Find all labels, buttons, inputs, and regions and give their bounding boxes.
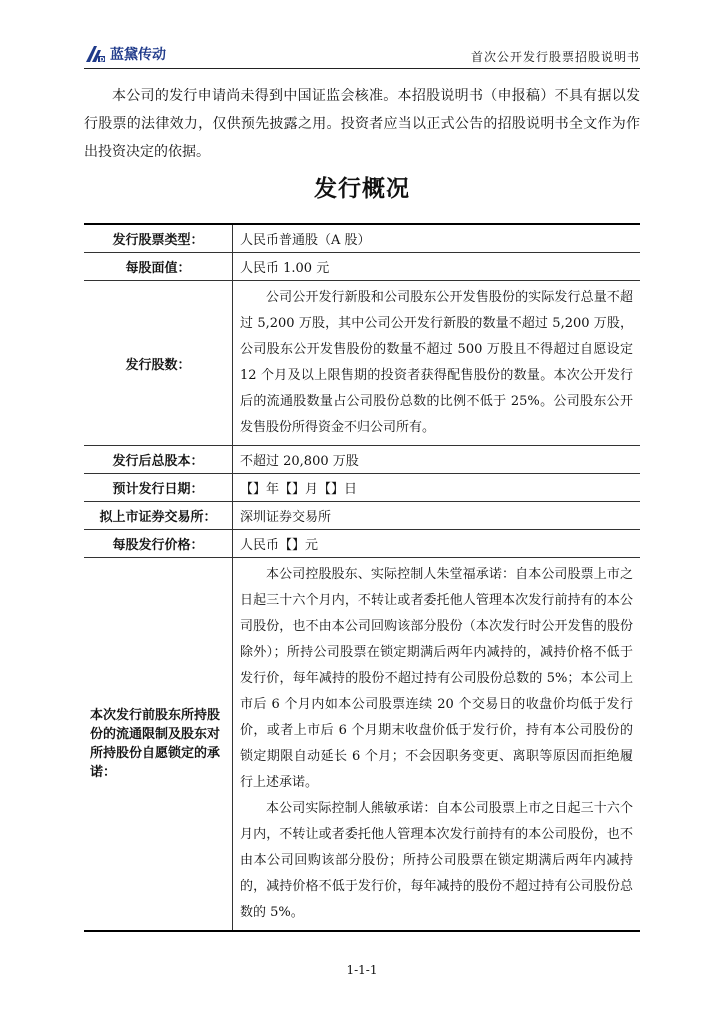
row-label: 拟上市证券交易所：	[84, 502, 233, 530]
table-row	[84, 253, 640, 281]
company-logo	[84, 44, 166, 64]
row-value: 人民币普通股（A 股）	[240, 233, 371, 248]
row-value: 不超过 20,800 万股	[233, 446, 641, 474]
row-value: 【】年【】月【】日	[233, 474, 641, 502]
row-value: 人民币 1.00 元	[233, 253, 641, 281]
table-row	[84, 502, 640, 530]
row-label: 预计发行日期：	[84, 474, 233, 502]
table-row	[84, 224, 640, 253]
table-row	[84, 474, 640, 502]
row-paragraph: 本公司实际控制人熊敏承诺：自本公司股票上市之日起三十六个月内，不转让或者委托他人管理本次发行前持有的本公司股份，也不由本公司回购该部分股份；所持公司股票在锁定期满后两年内减持的，减持价格不低于发行价，每年减持的股份不超过持有公司股份总数的 5%。	[240, 801, 633, 920]
table-row	[84, 281, 640, 446]
row-label: 发行股数：	[84, 281, 233, 446]
row-label: 每股面值：	[84, 253, 233, 281]
disclaimer-notice: 本公司的发行申请尚未得到中国证监会核准。本招股说明书（申报稿）不具有据以发行股票的法律效力，仅供预先披露之用。投资者应当以正式公告的招股说明书全文作为作出投资决定的依据。	[84, 88, 640, 160]
table-row	[84, 558, 640, 932]
table-row	[84, 530, 640, 558]
row-label: 本次发行前股东所持股份的流通限制及股东对所持股份自愿锁定的承诺：	[84, 558, 233, 932]
logo-icon	[84, 45, 106, 63]
row-paragraph: 本公司控股股东、实际控制人朱堂福承诺：自本公司股票上市之日起三十六个月内，不转让或者委托他人管理本次发行前持有的本公司股份，也不由本公司回购该部分股份（本次发行时公开发售的股份除外）；所持公司股票在锁定期满后两年内减持的，减持价格不低于发行价，每年减持的股份不超过持有公司股份总数的 5%；本公司上市后 6 个月内如本公司股票连续 20 个交易日的收盘价均低于发行价，或者上市后 6 个月期末收盘价低于发行价，持有本公司股份的锁定期限自动延长 6 个月；不会因职务变更、离职等原因而拒绝履行上述承诺。	[240, 567, 633, 790]
row-label: 发行后总股本：	[84, 446, 233, 474]
row-value	[233, 558, 641, 932]
row-label: 每股发行价格：	[84, 530, 233, 558]
document-title: 首次公开发行股票招股说明书	[470, 50, 640, 64]
row-paragraph: 公司公开发行新股和公司股东公开发售股份的实际发行总量不超过 5,200 万股，其中公司公开发行新股的数量不超过 5,200 万股，公司股东公开发售股份的数量不超过 500 万股且不得超过自愿设定 12 个月及以上限售期的投资者获得配售股份的数量。本次公开发行后的流通股数量占公司股份总数的比例不低于 25%。公司股东公开发售股份所得资金不归公司所有。	[240, 290, 633, 435]
row-value: 人民币【】元	[233, 530, 641, 558]
page-number: 1-1-1	[346, 963, 378, 977]
logo-text: 蓝黛传动	[110, 47, 166, 63]
svg-text:D: D	[99, 56, 105, 63]
offering-overview-table	[84, 223, 640, 932]
table-row	[84, 446, 640, 474]
section-title: 发行概况	[314, 176, 410, 202]
page-header	[84, 42, 640, 69]
row-value: 深圳证券交易所	[233, 502, 641, 530]
row-label: 发行股票类型：	[84, 224, 233, 253]
row-value	[233, 281, 641, 446]
